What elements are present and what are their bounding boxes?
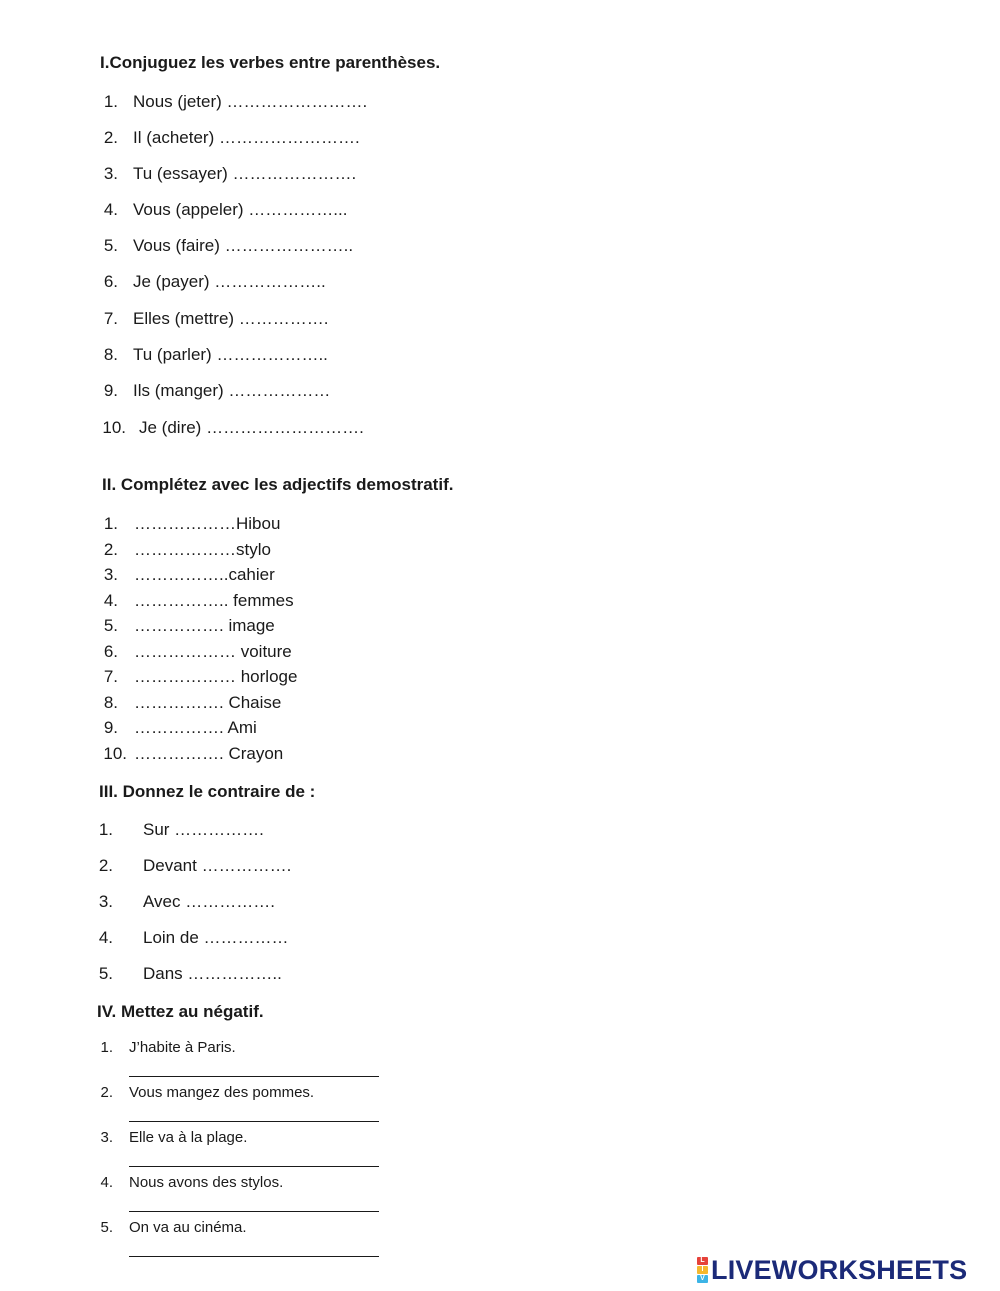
item-number: 10. [102,418,126,437]
section-1-title: I.Conjuguez les verbes entre parenthèses. [100,53,441,72]
item-text: Je (dire) ………………………. [139,418,364,437]
item-text: ……………. Chaise [134,693,282,712]
item-text: Nous (jeter) ……………………. [133,92,368,111]
item-text: Loin de …………… [143,928,289,947]
logo-text: LIVEWORKSHEETS [711,1254,968,1285]
logo-block-v: V [697,1275,708,1283]
section-2-title: II. Complétez avec les adjectifs demostratif. [102,475,454,494]
item-text: …………….. femmes [134,591,294,610]
item-number: 3. [100,1129,113,1146]
item-number: 7. [103,309,118,328]
item-text: Vous (faire) ………………….. [133,236,354,255]
item-text: ……………..cahier [134,565,275,584]
item-number: 5. [98,964,113,983]
item-text: ……………… voiture [134,642,292,661]
item-number: 6. [103,642,118,661]
item-text: Il (acheter) ……………………. [133,128,360,147]
item-number: 8. [103,693,118,712]
answer-line[interactable] [129,1211,379,1212]
item-text: Ils (manger) ……………… [133,381,331,400]
item-number: 6. [103,272,118,291]
logo-block-l: L [697,1257,708,1265]
item-text: ……………. image [134,616,275,635]
item-number: 10. [103,744,127,763]
section-3-title: III. Donnez le contraire de : [99,782,316,801]
item-number: 3. [103,164,118,183]
item-number: 2. [103,128,118,147]
section-4-title: IV. Mettez au négatif. [97,1002,264,1021]
answer-line[interactable] [129,1166,379,1167]
item-number: 1. [98,820,113,839]
item-number: 4. [103,200,118,219]
item-text: Sur ……………. [143,820,264,839]
liveworksheets-logo [697,1253,967,1287]
item-text: Tu (parler) ……………….. [133,345,328,364]
item-text: ………………stylo [134,540,271,559]
item-number: 4. [103,591,118,610]
answer-line[interactable] [129,1256,379,1257]
item-number: 1. [103,92,118,111]
item-number: 8. [103,345,118,364]
item-text: J’habite à Paris. [129,1039,236,1056]
item-text: Dans …………….. [143,964,282,983]
item-number: 2. [98,856,113,875]
item-text: Elle va à la plage. [129,1129,248,1146]
item-number: 5. [103,236,118,255]
logo-blocks-icon [697,1257,708,1283]
item-number: 2. [103,540,118,559]
item-number: 1. [103,514,118,533]
item-text: Elles (mettre) ……………. [133,309,329,328]
item-text: Nous avons des stylos. [129,1174,284,1191]
item-text: Devant ……………. [143,856,292,875]
item-text: Vous mangez des pommes. [129,1084,315,1101]
item-text: ……………. Ami [134,718,257,737]
item-number: 1. [100,1039,113,1056]
item-number: 7. [103,667,118,686]
item-text: On va au cinéma. [129,1219,247,1236]
item-text: ………………Hibou [134,514,281,533]
item-text: ……………… horloge [134,667,298,686]
logo-block-i: I [697,1266,708,1274]
item-number: 3. [98,892,113,911]
item-number: 3. [103,565,118,584]
item-number: 2. [100,1084,113,1101]
item-text: Tu (essayer) …………………. [133,164,357,183]
item-number: 4. [100,1174,113,1191]
item-number: 5. [103,616,118,635]
item-text: Je (payer) ……………….. [133,272,326,291]
item-number: 5. [100,1219,113,1236]
item-number: 4. [98,928,113,947]
item-text: Vous (appeler) ……………... [133,200,348,219]
item-number: 9. [103,381,118,400]
item-text: ……………. Crayon [134,744,284,763]
item-number: 9. [103,718,118,737]
item-text: Avec ……………. [143,892,275,911]
answer-line[interactable] [129,1076,379,1077]
answer-line[interactable] [129,1121,379,1122]
